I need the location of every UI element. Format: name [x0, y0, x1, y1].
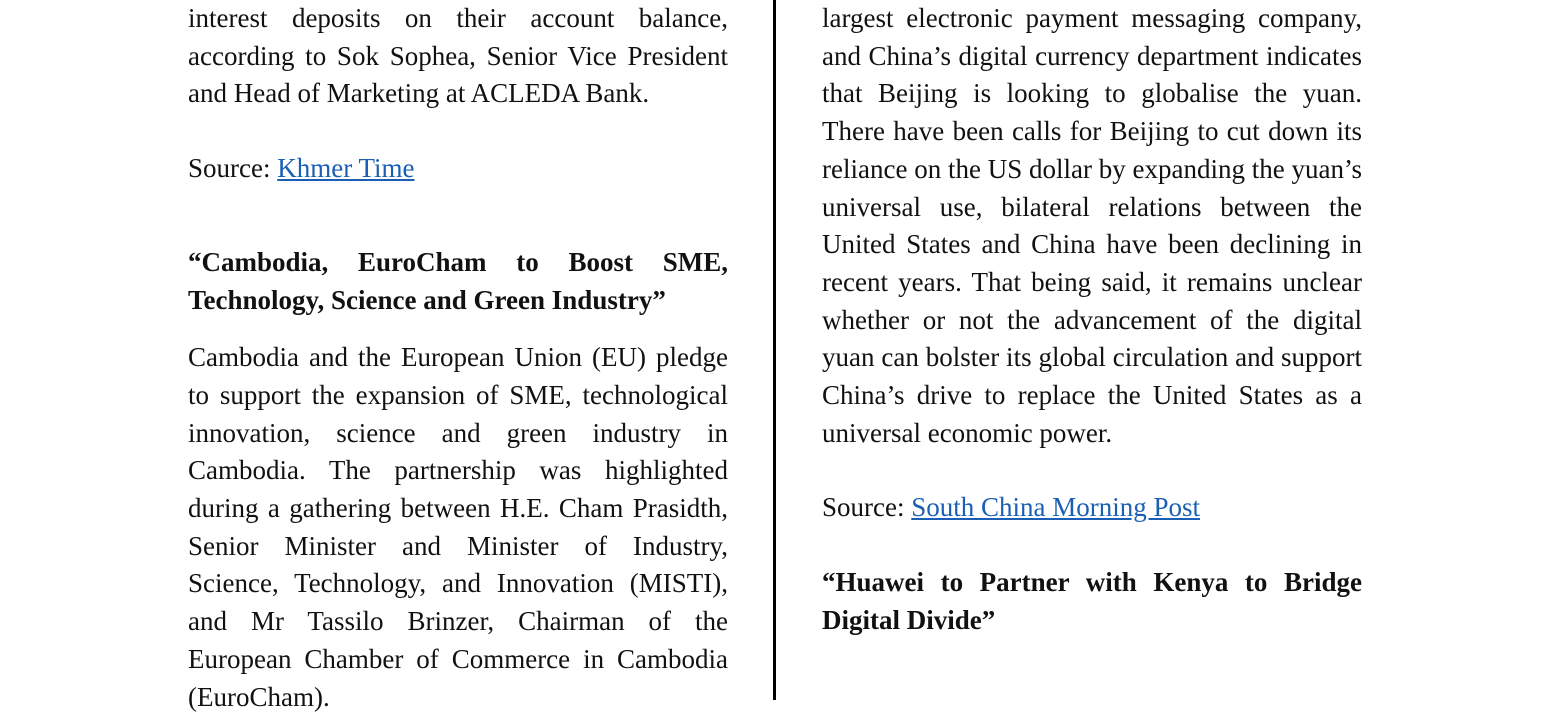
article-body-eurocham: Cambodia and the European Union (EU) pledge to support the expansion of SME, technological innovation, science and green industry in Cambodia. The partnership was highlighted during a gathering between H.E. Cham Prasidth, Senior Minister and Minister of Industry, Science, Technology, and Innovation (MISTI), and Mr Tassilo Brinzer, Chairman of the European Chamber of Commerce in Cambodia (EuroCham). — [188, 342, 728, 712]
left-column — [188, 0, 728, 716]
khmer-time-link[interactable]: Khmer Time — [277, 153, 415, 184]
article-headline-eurocham: “Cambodia, EuroCham to Boost SME, Technology, Science and Green Industry” — [188, 246, 728, 315]
right-paragraph-continuation: largest electronic payment messaging company, and China’s digital currency department indicates that Beijing is looking to globalise the yuan. There have been calls for Beijing to cut down its reliance on the US dollar by expanding the yuan’s universal use, bilateral relations between the United States and China have been declining in recent years. That being said, it remains unclear whether or not the advancement of the digital yuan can bolster its global circulation and support China’s drive to replace the United States as a universal economic power. — [822, 3, 1362, 448]
left-paragraph-continuation: interest deposits on their account balance, according to Sok Sophea, Senior Vice President and Head of Marketing at ACLEDA Bank. — [188, 3, 728, 109]
scmp-link[interactable]: South China Morning Post — [911, 492, 1201, 523]
source-line-scmp — [822, 489, 1362, 527]
article-headline-huawei: “Huawei to Partner with Kenya to Bridge Digital Divide” — [822, 567, 1362, 635]
source-line-khmer-time — [188, 150, 728, 188]
column-divider — [773, 0, 776, 700]
source-prefix: Source: — [188, 153, 278, 184]
source-prefix: Source: — [822, 492, 912, 523]
right-column — [822, 0, 1362, 640]
